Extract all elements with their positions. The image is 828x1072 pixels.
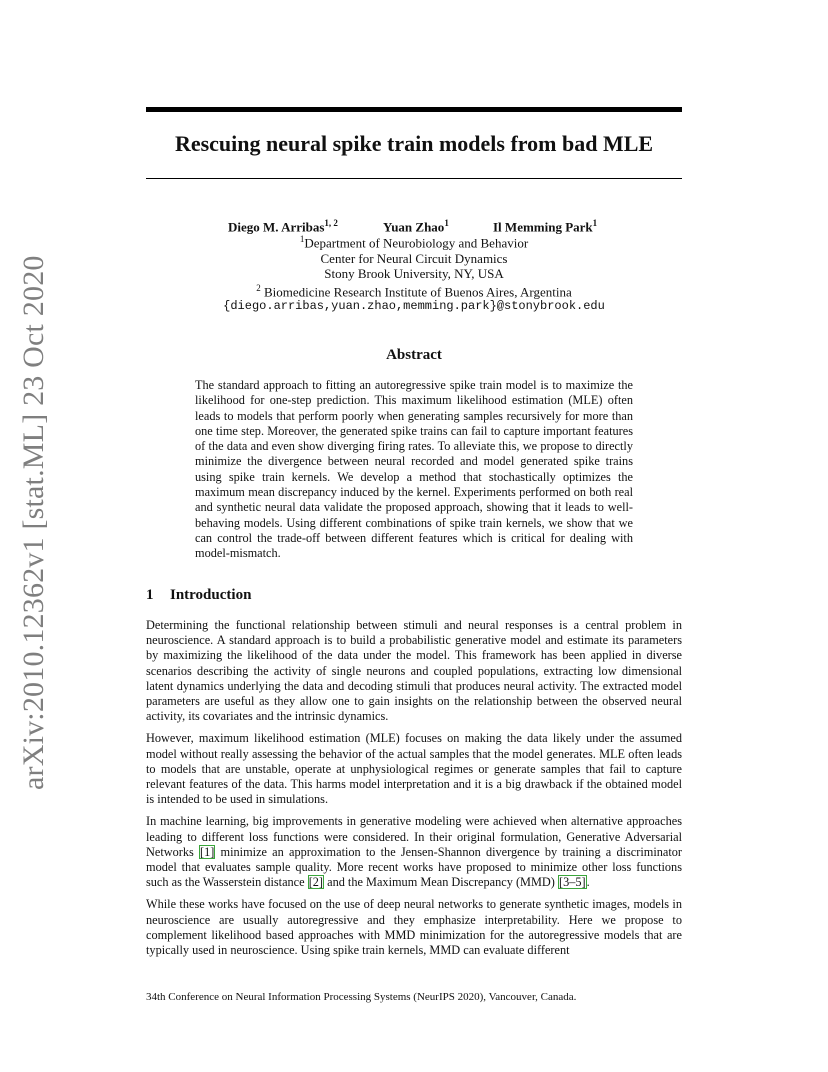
author-emails: {diego.arribas,yuan.zhao,memming.park}@stonybrook.edu xyxy=(223,299,605,314)
introduction-body xyxy=(146,618,682,965)
affiliation-line: Stony Brook University, NY, USA xyxy=(324,265,504,281)
affiliation-line xyxy=(146,232,682,251)
conference-footer: 34th Conference on Neural Information Processing Systems (NeurIPS 2020), Vancouver, Canada. xyxy=(146,991,577,1003)
citation-link[interactable]: [3–5] xyxy=(558,875,586,890)
paragraph-text: minimize an approximation to the Jensen-Shannon divergence by training a discriminator model that evaluates sample quality. More recent works have proposed to minimize other loss functions such as the Wasserstein distance xyxy=(146,844,683,890)
author-affiliation-mark: 1 xyxy=(592,218,598,228)
author-affiliation-mark: 1 xyxy=(444,218,449,228)
affiliation-mark: 1 xyxy=(299,234,305,244)
affiliations xyxy=(146,232,682,315)
abstract xyxy=(195,378,633,562)
affiliation-line: Center for Neural Circuit Dynamics xyxy=(320,250,508,266)
author-name: Diego M. Arribas xyxy=(228,219,325,235)
paragraph: While these works have focused on the use of deep neural networks to generate synthetic images, models in neuroscience are usually autoregressive and they emphasize interpretability. Here we propose to complement likelihood based approaches with MMD minimization for the autoregressive models that are typically used in neuroscience. Using spike train kernels, MMD can evaluate different xyxy=(146,897,682,958)
affiliation-text: Department of Neurobiology and Behavior xyxy=(304,235,529,251)
abstract-heading: Abstract xyxy=(386,347,442,363)
affiliation-mark: 2 xyxy=(256,282,261,293)
paper-title: Rescuing neural spike train models from bad MLE xyxy=(174,131,654,156)
section-title: Introduction xyxy=(170,587,252,603)
citation-link[interactable]: [2] xyxy=(308,875,324,890)
title-top-rule xyxy=(146,107,682,112)
paragraph: However, maximum likelihood estimation (MLE) focuses on making the data likely under the assumed model without really assessing the behavior of the actual samples that the model generates. MLE often leads to models that are unstable, operate at unphysiological regimes or generate samples that fail to capture relevant features of the data. This harms model interpretation and it is a big drawback if the obtained model is intended to be used in simulations. xyxy=(146,731,682,807)
section-number: 1 xyxy=(146,587,154,603)
paragraph xyxy=(146,814,682,890)
affiliation-line xyxy=(146,281,682,300)
citation-link[interactable]: [1] xyxy=(200,844,215,859)
abstract-text: The standard approach to fitting an autoregressive spike train model is to maximize the likelihood for one-step prediction. This maximum likelihood estimation (MLE) often leads to models that perform poorly when generating samples recursively for more than one time step. Moreover, the generated spike trains can fail to capture important features of the data and even show diverging firing rates. To alleviate this, we propose to directly minimize the divergence between neural recorded and model generated spike trains using spike train kernels. We develop a method that stochastically optimizes the maximum mean discrepancy induced by the kernel. Experiments performed on both real and synthetic neural data validate the proposed approach, showing that it leads to well-behaving models. Using different combinations of spike train kernels, we show that we can control the trade-off between different features which is critical for dealing with model-mismatch. xyxy=(195,378,633,561)
author-name: Yuan Zhao xyxy=(383,219,445,235)
author-affiliation-mark: 1, 2 xyxy=(324,218,338,228)
paragraph: Determining the functional relationship between stimuli and neural responses is a central problem in neuroscience. A standard approach is to build a probabilistic generative model and estimate its parameters by maximizing the likelihood of the data under the model. This framework has been applied in diverse scenarios describing the activity of single neurons and coupled populations, extracting low dimensional latent dynamics underlying the data and decoding stimuli that produces neural activity. The extracted model parameters are useful as they allow one to gain insights on the relationship between the observed neural activity, its covariates and the intrinsic dynamics. xyxy=(146,618,682,724)
paragraph-text: In machine learning, big improvements in generative modeling were achieved when alternative approaches leading to different loss functions were considered. In their original formulation, Generative Adversarial Networks xyxy=(146,814,682,859)
paragraph-text: and the Maximum Mean Discrepancy (MMD) xyxy=(324,875,558,890)
author-name: Il Memming Park xyxy=(493,219,593,235)
section-heading xyxy=(146,585,251,605)
paragraph-text: . xyxy=(586,875,590,890)
affiliation-text: Biomedicine Research Institute of Buenos Aires, Argentina xyxy=(260,284,572,300)
title-bottom-rule xyxy=(146,178,682,179)
arxiv-identifier-stamp: arXiv:2010.12362v1 [stat.ML] 23 Oct 2020 xyxy=(17,255,50,790)
